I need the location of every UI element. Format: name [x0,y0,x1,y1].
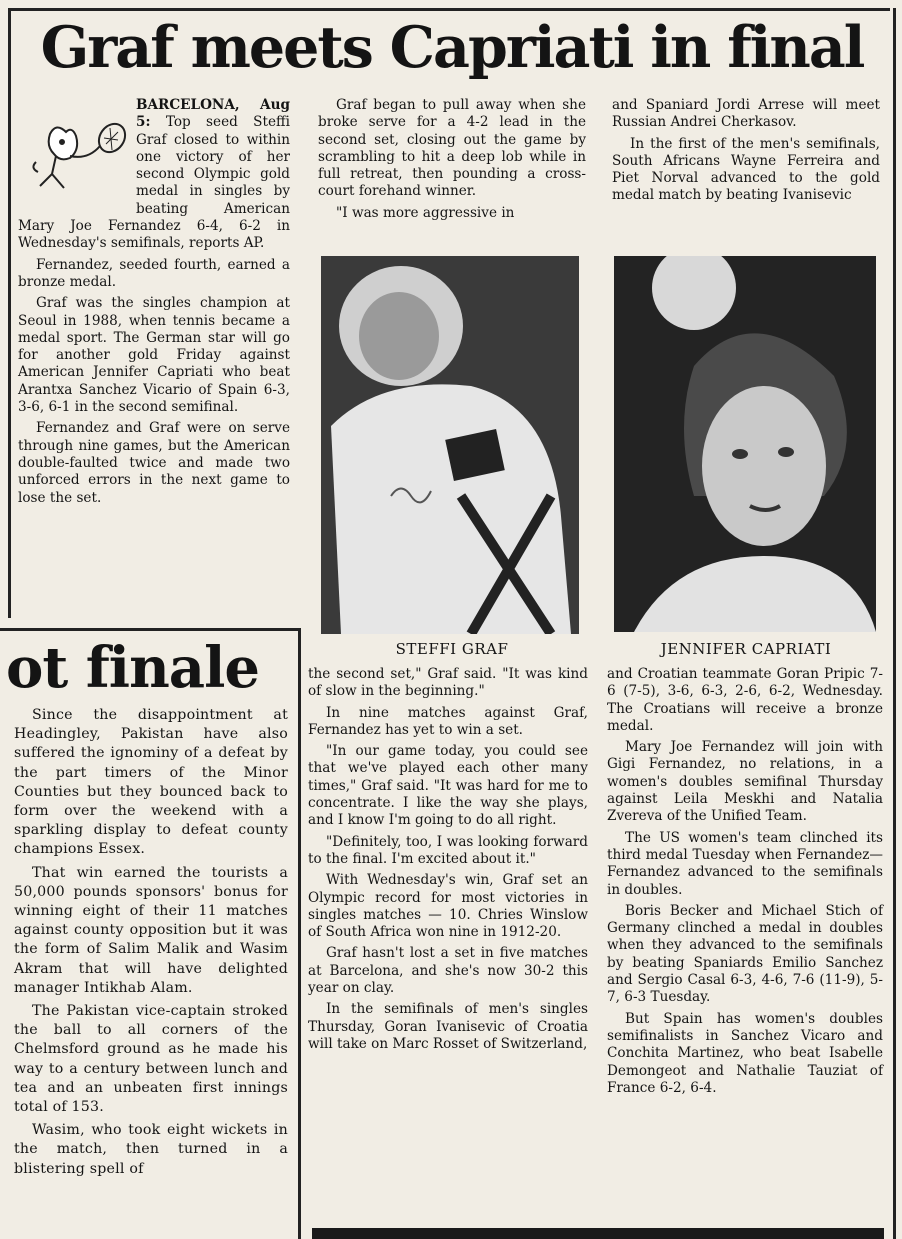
cricket-headline: ot finale [6,635,259,701]
mascot-wrap [18,97,136,201]
steffi-graf-photo-image [321,256,579,634]
paragraph: With Wednesday's win, Graf set an Olympic record for most victories in singles matches — 10. Chries Winslow of South Africa won nine in 1912-20. [308,872,588,941]
paragraph: the second set," Graf said. "It was kind of slow in the beginning." [308,666,588,700]
paragraph: Fernandez, seeded fourth, earned a bronze medal. [18,256,290,290]
graf-story-column-3-continued [607,666,883,1101]
bottom-black-bar [312,1228,884,1239]
paragraph: But Spain has women's doubles semifinalists in Sanchez Vicaro and Conchita Martinez, who beat Isabelle Demongeot and Nathalie Tauziat of France 6-2, 6-4. [607,1010,883,1096]
paragraph: In nine matches against Graf, Fernandez has yet to win a set. [308,704,588,738]
paragraph: Graf began to pull away when she broke serve for a 4-2 lead in the second set, closing out the game by scrambling to hit a deep lob while in full retreat, then pounding a cross-court forehand winner. [318,97,586,200]
paragraph: Graf was the singles champion at Seoul in 1988, when tennis became a medal sport. The German star will go for another gold Friday against American Jennifer Capriati who beat Arantxa Sanchez Vicario of Spain 6-3, 3-6, 6-1 in the second semifinal. [18,295,290,416]
headline: Graf meets Capriati in final [40,14,864,81]
graf-story-column-1 [18,97,290,511]
cricket-story-column [14,706,288,1183]
paragraph: Graf hasn't lost a set in five matches at Barcelona, and she's now 30-2 this year on clay. [308,945,588,997]
paragraph: and Croatian teammate Goran Pripic 7-6 (7-5), 3-6, 6-3, 2-6, 6-2, Wednesday. The Croatians will receive a bronze medal. [607,666,883,734]
graf-story-column-3 [612,97,880,209]
graf-story-column-2-continued [308,666,588,1057]
paragraph: Wasim, who took eight wickets in the match, then turned in a blistering spell of [14,1122,288,1177]
paragraph: In the first of the men's semifinals, South Africans Wayne Ferreira and Piet Norval advanced to the gold medal match by beating Ivanisevic [612,135,880,204]
paragraph: That win earned the tourists a 50,000 pounds sponsors' bonus for winning eight of their 11 matches against county opposition but it was the form of Salim Malik and Wasim Akram that will have delighted manager Intikhab Alam. [14,864,288,996]
photo-caption-graf: STEFFI GRAF [395,640,509,658]
photo-caption-capriati: JENNIFER CAPRIATI [660,640,832,658]
paragraph: The Pakistan vice-captain stroked the ball to all corners of the Chelmsford ground as he made his way to a century between lunch and tea and an unbeaten first innings total of 153. [14,1003,288,1116]
jennifer-capriati-photo-image [614,256,876,632]
paragraph: Boris Becker and Michael Stich of Germany clinched a medal in doubles when they advanced to the semifinals by beating Spaniards Emilio Sanchez and Sergio Casal 6-3, 4-6, 7-6 (11-9), 5-7, 6-3 Tuesday. [607,902,883,1006]
paragraph: In the semifinals of men's singles Thursday, Goran Ivanisevic of Croatia will take on Marc Rosset of Switzerland, [308,1001,588,1052]
paragraph: Fernandez and Graf were on serve through nine games, but the American double-faulted twice and made two unforced errors in the next game to lose the set. [18,420,290,506]
paragraph: "In our game today, you could see that we've played each other many times," Graf said. "It was hard for me to concentrate. I like the way she plays, and I know I'm going to do all right. [308,743,588,829]
paragraph: Mary Joe Fernandez will join with Gigi Fernandez, no relations, in a women's doubles semifinal Thursday against Leila Meskhi and Natalia Zvereva of the Unified Team. [607,739,883,825]
paragraph: "Definitely, too, I was looking forward to the final. I'm excited about it." [308,833,588,867]
lead-text: Top seed Steffi Graf closed to within one victory of her second Olympic gold medal in singles by beating American Mary Joe Fernandez 6-4, 6-2 in Wednesday's semifinals, reports AP. [18,114,290,252]
paragraph: "I was more aggressive in [336,204,515,221]
paragraph: The US women's team clinched its third medal Tuesday when Fernandez—Fernandez advanced to the semifinals in doubles. [607,829,883,898]
left-border [8,8,11,618]
graf-story-column-2 [318,97,586,226]
steffi-graf-photo [321,256,579,634]
jennifer-capriati-photo [614,256,876,632]
section-divider-horizontal [0,628,300,631]
dateline: BARCELONA, Aug 5: [136,97,290,131]
right-border [893,8,896,1239]
paragraph: Since the disappointment at Headingley, Pakistan have also suffered the ignominy of a defeat by the part timers of the Minor Counties but they bounced back to form over the weekend with a sparkling display to defeat county champions Essex. [14,707,288,858]
paragraph: and Spaniard Jordi Arrese will meet Russian Andrei Cherkasov. [612,97,880,131]
section-divider-vertical [298,628,301,1239]
